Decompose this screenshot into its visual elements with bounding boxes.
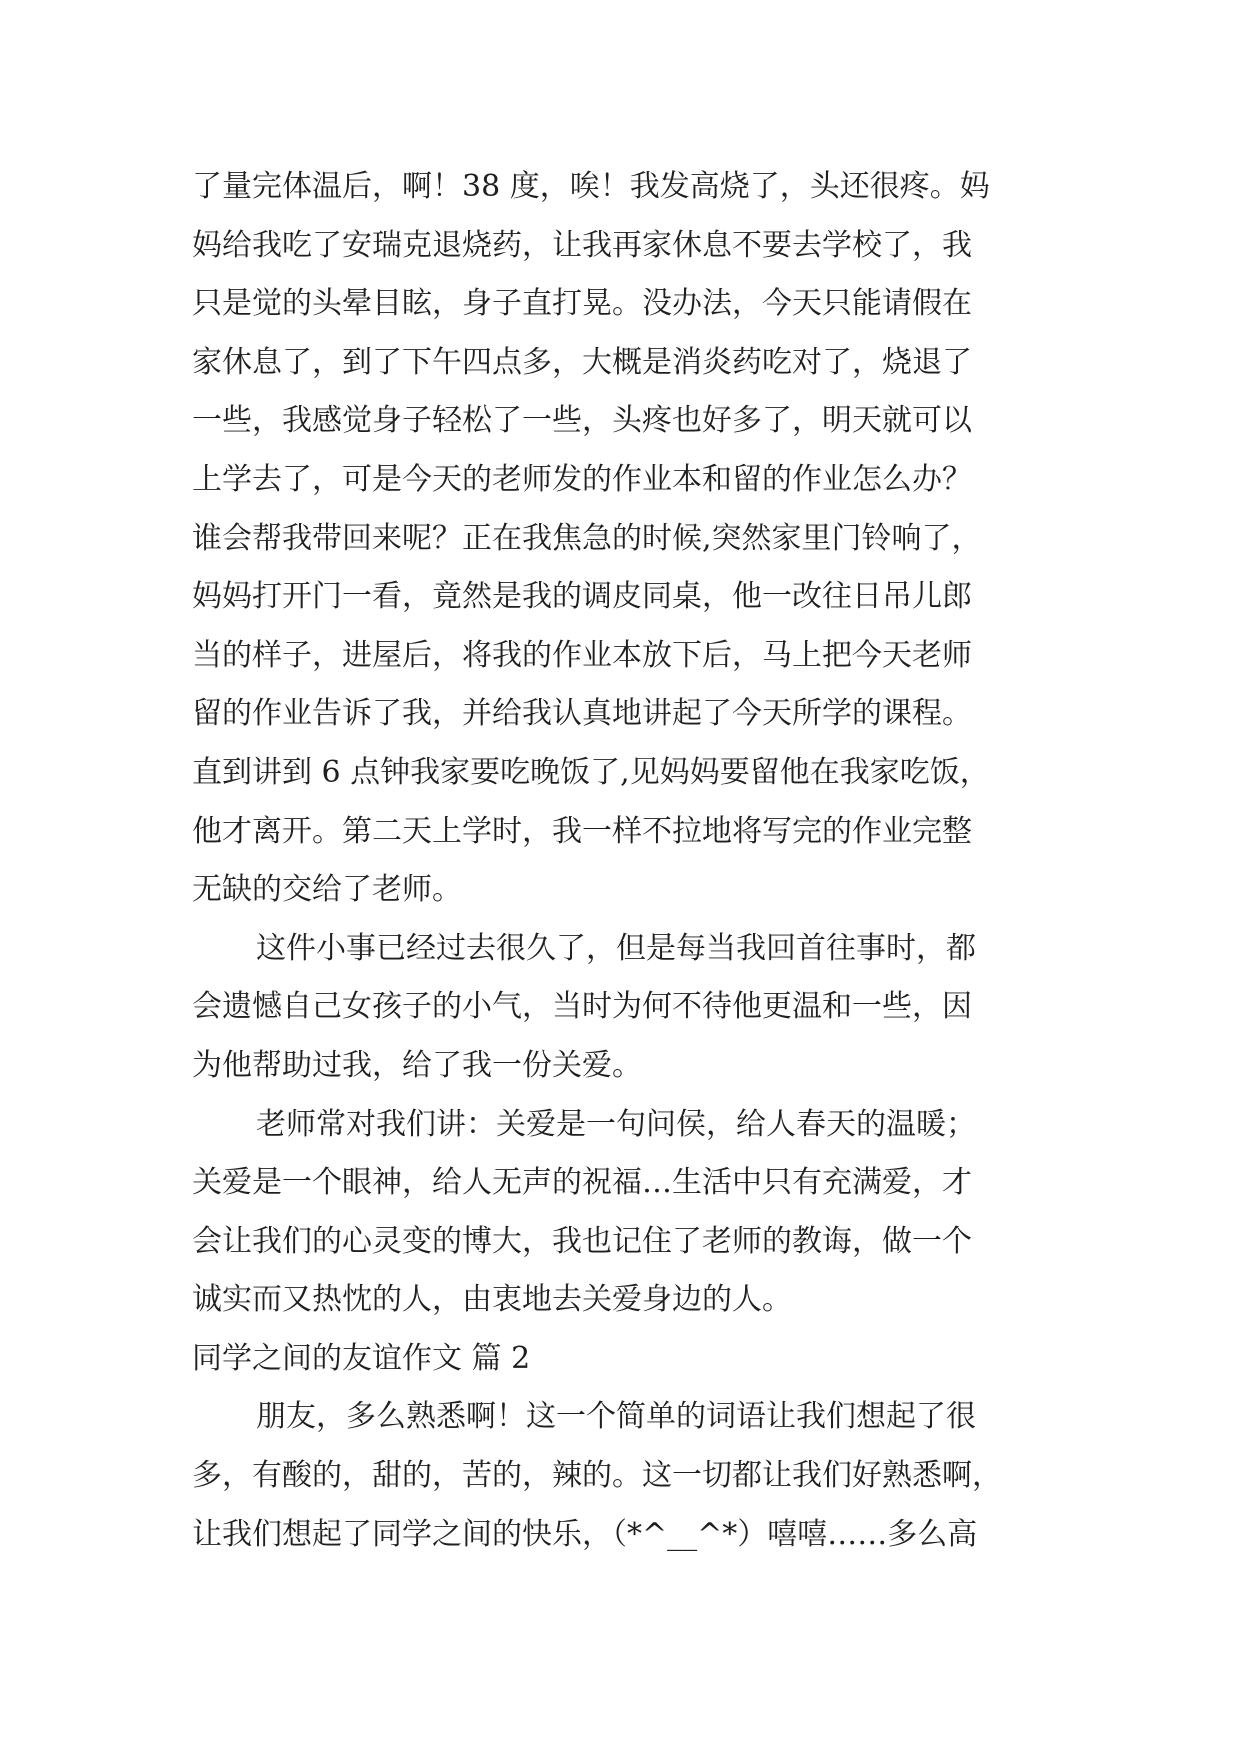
paragraph-first-line: 这件小事已经过去很久了，但是每当我回首往事时，都 <box>256 930 976 966</box>
text-line: 为他帮助过我，给了我一份关爱。 <box>192 1047 642 1083</box>
text-line: 诚实而又热忱的人，由衷地去关爱身边的人。 <box>192 1282 792 1318</box>
text-line: 妈给我吃了安瑞克退烧药，让我再家休息不要去学校了，我 <box>192 227 972 263</box>
text-line: 家休息了，到了下午四点多，大概是消炎药吃对了，烧退了 <box>192 344 972 380</box>
text-line: 会让我们的心灵变的博大，我也记住了老师的教诲，做一个 <box>192 1223 972 1259</box>
text-line: 了量完体温后，啊！38 度，唉！我发高烧了，头还很疼。妈 <box>192 169 990 204</box>
paragraph-first-line: 朋友，多么熟悉啊！这一个简单的词语让我们想起了很 <box>256 1399 976 1435</box>
body-text <box>192 158 1062 1564</box>
text-line: 一些，我感觉身子轻松了一些，头疼也好多了，明天就可以 <box>192 403 972 439</box>
text-line: 谁会帮我带回来呢？正在我焦急的时候,突然家里门铃响了， <box>192 520 982 556</box>
section-heading: 同学之间的友谊作文 篇 2 <box>192 1340 531 1376</box>
text-line: 当的样子，进屋后，将我的作业本放下后，马上把今天老师 <box>192 637 972 673</box>
text-line: 多，有酸的，甜的，苦的，辣的。这一切都让我们好熟悉啊， <box>192 1458 1002 1494</box>
text-line: 会遗憾自己女孩子的小气，当时为何不待他更温和一些，因 <box>192 989 972 1025</box>
text-line: 直到讲到 6 点钟我家要吃晚饭了,见妈妈要留他在我家吃饭， <box>192 754 990 790</box>
text-line: 他才离开。第二天上学时，我一样不拉地将写完的作业完整 <box>192 813 972 849</box>
paragraph-first-line: 老师常对我们讲：关爱是一句问侯，给人春天的温暖； <box>256 1106 976 1142</box>
text-line: 留的作业告诉了我，并给我认真地讲起了今天所学的课程。 <box>192 696 972 732</box>
text-line: 只是觉的头晕目眩，身子直打晃。没办法，今天只能请假在 <box>192 286 972 322</box>
text-line: 无缺的交给了老师。 <box>192 872 462 908</box>
text-line: 让我们想起了同学之间的快乐，（*^__^*）嘻嘻……多么高 <box>192 1516 978 1552</box>
text-line: 上学去了，可是今天的老师发的作业本和留的作业怎么办？ <box>192 461 972 497</box>
text-line: 关爱是一个眼神，给人无声的祝福…生活中只有充满爱，才 <box>192 1165 972 1201</box>
text-line: 妈妈打开门一看，竟然是我的调皮同桌，他一改往日吊儿郎 <box>192 579 972 615</box>
